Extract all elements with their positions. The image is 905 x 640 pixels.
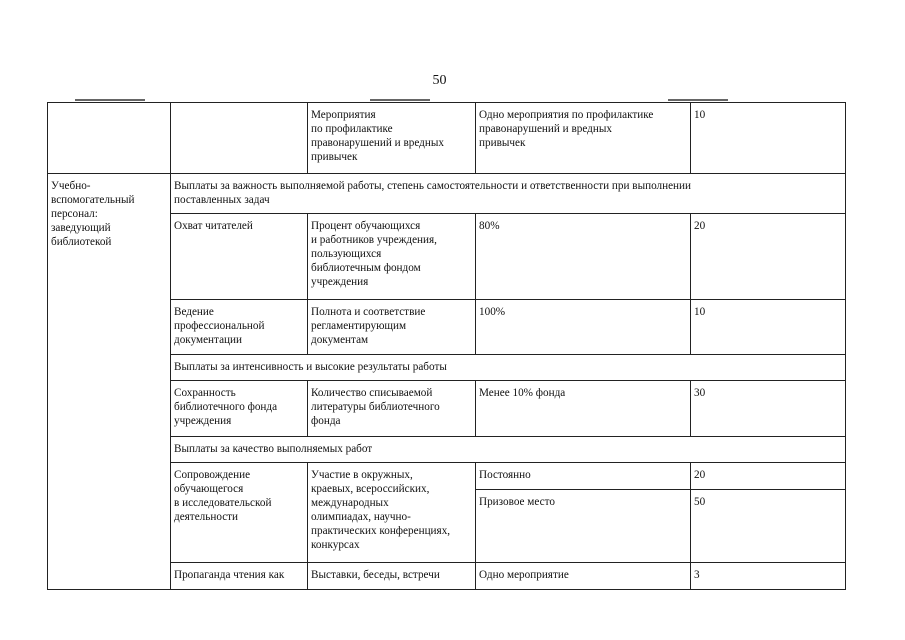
table-row bbox=[48, 103, 846, 174]
indicator-cell: Ведение профессиональной документации bbox=[171, 300, 308, 355]
section-row bbox=[48, 174, 846, 214]
section-heading: Выплаты за интенсивность и высокие результаты работы bbox=[171, 355, 846, 381]
scan-artifact-center bbox=[370, 99, 430, 101]
indicator-cell: Охват читателей bbox=[171, 214, 308, 300]
scan-artifact-left bbox=[75, 99, 145, 101]
bonus-criteria-table bbox=[47, 102, 846, 590]
indicator-cell: Пропаганда чтения как bbox=[171, 563, 308, 590]
position-cell-empty bbox=[48, 103, 171, 174]
criteria-cell: Выставки, беседы, встречи bbox=[308, 563, 476, 590]
indicator-cell-empty bbox=[171, 103, 308, 174]
condition-cell: 80% bbox=[476, 214, 691, 300]
scan-artifact-right bbox=[668, 99, 728, 101]
condition-cell: 100% bbox=[476, 300, 691, 355]
condition-cell: Призовое место bbox=[476, 490, 691, 563]
indicator-cell: Сопровождение обучающегося в исследовательской деятельности bbox=[171, 463, 308, 563]
points-cell: 10 bbox=[691, 103, 846, 174]
criteria-cell: Мероприятия по профилактике правонарушений и вредных привычек bbox=[308, 103, 476, 174]
condition-cell: Одно мероприятие bbox=[476, 563, 691, 590]
points-cell: 20 bbox=[691, 214, 846, 300]
points-cell: 20 bbox=[691, 463, 846, 490]
points-cell: 50 bbox=[691, 490, 846, 563]
section-heading: Выплаты за качество выполняемых работ bbox=[171, 437, 846, 463]
condition-cell: Одно мероприятия по профилактике правонарушений и вредных привычек bbox=[476, 103, 691, 174]
points-cell: 3 bbox=[691, 563, 846, 590]
condition-cell: Менее 10% фонда bbox=[476, 381, 691, 437]
criteria-cell: Полнота и соответствие регламентирующим документам bbox=[308, 300, 476, 355]
criteria-cell: Участие в окружных, краевых, всероссийских, международных олимпиадах, научно- практических конференциях, конкурсах bbox=[308, 463, 476, 563]
indicator-cell: Сохранность библиотечного фонда учреждения bbox=[171, 381, 308, 437]
position-cell: Учебно- вспомогательный персонал: заведующий библиотекой bbox=[48, 174, 171, 590]
points-cell: 10 bbox=[691, 300, 846, 355]
points-cell: 30 bbox=[691, 381, 846, 437]
section-heading: Выплаты за важность выполняемой работы, степень самостоятельности и ответственности при выполнении поставленных задач bbox=[171, 174, 846, 214]
criteria-cell: Количество списываемой литературы библиотечного фонда bbox=[308, 381, 476, 437]
condition-cell: Постоянно bbox=[476, 463, 691, 490]
criteria-cell: Процент обучающихся и работников учреждения, пользующихся библиотечным фондом учреждения bbox=[308, 214, 476, 300]
page-number: 50 bbox=[432, 73, 447, 88]
